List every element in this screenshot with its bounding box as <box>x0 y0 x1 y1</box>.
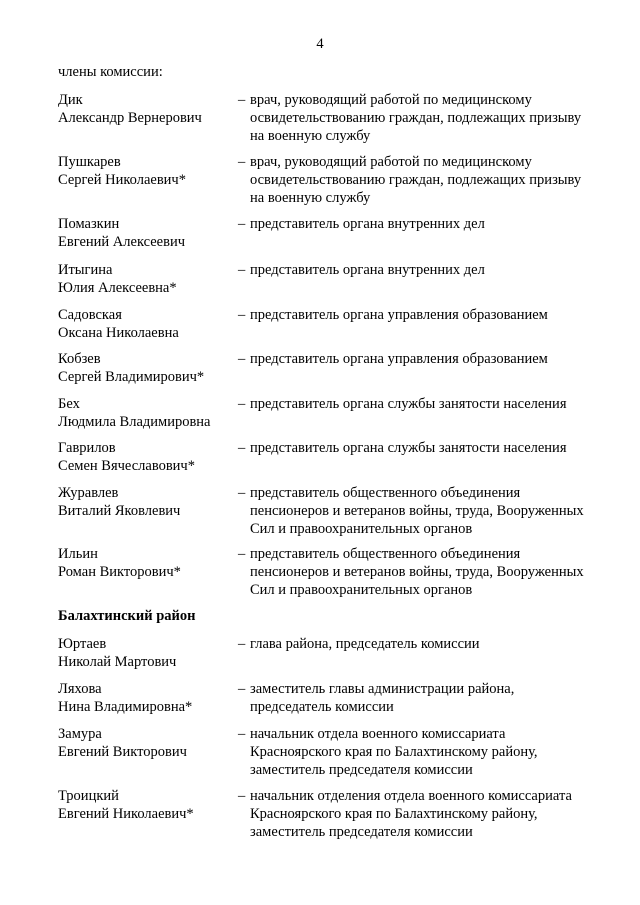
member-role <box>238 440 598 458</box>
member-given-name: Николай Мартович <box>58 653 177 670</box>
member-given-name: Людмила Владимировна <box>58 413 211 430</box>
member-name <box>58 396 238 432</box>
member-role <box>238 546 598 599</box>
member-role <box>238 681 598 717</box>
member-role-text: глава района, председатель комиссии <box>250 636 480 652</box>
member-surname: Троицкий <box>58 788 119 804</box>
member-role <box>238 92 598 145</box>
member-given-name: Роман Викторович* <box>58 563 181 580</box>
member-name <box>58 154 238 190</box>
member-role <box>238 262 598 280</box>
dash: – <box>238 307 246 323</box>
dash: – <box>238 440 246 456</box>
member-given-name: Юлия Алексеевна* <box>58 279 177 296</box>
member-given-name: Евгений Николаевич* <box>58 805 194 822</box>
member-role-text: представитель общественного объединения пенсионеров и ветеранов войны, труда, Вооруженных Сил и правоохранительных органов <box>250 485 584 537</box>
member-role <box>238 485 598 538</box>
member-surname: Ляхова <box>58 681 102 697</box>
member-role <box>238 396 598 414</box>
member-surname: Журавлев <box>58 485 119 501</box>
member-role-text: представитель органа службы занятости населения <box>250 440 567 456</box>
member-given-name: Нина Владимировна* <box>58 698 193 715</box>
member-role <box>238 154 598 207</box>
member-surname: Юртаев <box>58 636 107 652</box>
member-role <box>238 636 598 654</box>
member-role <box>238 307 598 325</box>
member-name <box>58 485 238 521</box>
dash: – <box>238 216 246 232</box>
dash: – <box>238 681 246 697</box>
member-given-name: Оксана Николаевна <box>58 324 179 341</box>
member-surname: Замура <box>58 726 102 742</box>
member-surname: Кобзев <box>58 351 101 367</box>
member-role-text: представитель органа внутренних дел <box>250 216 485 232</box>
member-given-name: Сергей Владимирович* <box>58 368 205 385</box>
member-name <box>58 681 238 717</box>
member-name <box>58 262 238 298</box>
member-role-text: начальник отдела военного комиссариата Красноярского края по Балахтинскому району, заместитель председателя комиссии <box>250 726 538 778</box>
member-given-name: Виталий Яковлевич <box>58 502 181 519</box>
member-name <box>58 216 238 252</box>
member-role-text: врач, руководящий работой по медицинскому освидетельствованию граждан, подлежащих призыву на военную службу <box>250 92 582 144</box>
member-surname: Гаврилов <box>58 440 116 456</box>
member-role <box>238 788 598 841</box>
member-surname: Садовская <box>58 307 122 323</box>
dash: – <box>238 788 246 804</box>
member-role-text: представитель органа службы занятости населения <box>250 396 567 412</box>
member-given-name: Евгений Алексеевич <box>58 233 186 250</box>
dash: – <box>238 485 246 501</box>
page-number: 4 <box>316 36 324 52</box>
member-name <box>58 307 238 343</box>
member-name <box>58 440 238 476</box>
dash: – <box>238 92 246 108</box>
dash: – <box>238 351 246 367</box>
member-role-text: представитель органа управления образованием <box>250 351 548 367</box>
member-surname: Помазкин <box>58 216 120 232</box>
member-given-name: Евгений Викторович <box>58 743 187 760</box>
member-name <box>58 788 238 824</box>
dash: – <box>238 396 246 412</box>
dash: – <box>238 262 246 278</box>
member-role <box>238 351 598 369</box>
member-role <box>238 726 598 779</box>
dash: – <box>238 546 246 562</box>
member-surname: Дик <box>58 92 83 108</box>
member-name <box>58 726 238 762</box>
member-role-text: представитель органа управления образованием <box>250 307 548 323</box>
member-role-text: заместитель главы администрации района, председатель комиссии <box>250 681 515 715</box>
dash: – <box>238 154 246 170</box>
member-role-text: врач, руководящий работой по медицинскому освидетельствованию граждан, подлежащих призыву на военную службу <box>250 154 582 206</box>
member-name <box>58 636 238 672</box>
member-given-name: Александр Вернерович <box>58 109 202 126</box>
member-name <box>58 351 238 387</box>
member-name <box>58 546 238 582</box>
member-role-text: представитель органа внутренних дел <box>250 262 485 278</box>
member-name <box>58 92 238 128</box>
intro-line: члены комиссии: <box>58 64 163 80</box>
member-surname: Итыгина <box>58 262 113 278</box>
member-role <box>238 216 598 234</box>
section-heading: Балахтинский район <box>58 608 196 624</box>
member-role-text: представитель общественного объединения пенсионеров и ветеранов войны, труда, Вооруженных Сил и правоохранительных органов <box>250 546 584 598</box>
member-role-text: начальник отделения отдела военного комиссариата Красноярского края по Балахтинскому району, заместитель председателя комиссии <box>250 788 572 840</box>
dash: – <box>238 726 246 742</box>
member-surname: Ильин <box>58 546 98 562</box>
member-surname: Пушкарев <box>58 154 121 170</box>
member-given-name: Семен Вячеславович* <box>58 457 195 474</box>
member-given-name: Сергей Николаевич* <box>58 171 186 188</box>
dash: – <box>238 636 246 652</box>
member-surname: Бех <box>58 396 80 412</box>
